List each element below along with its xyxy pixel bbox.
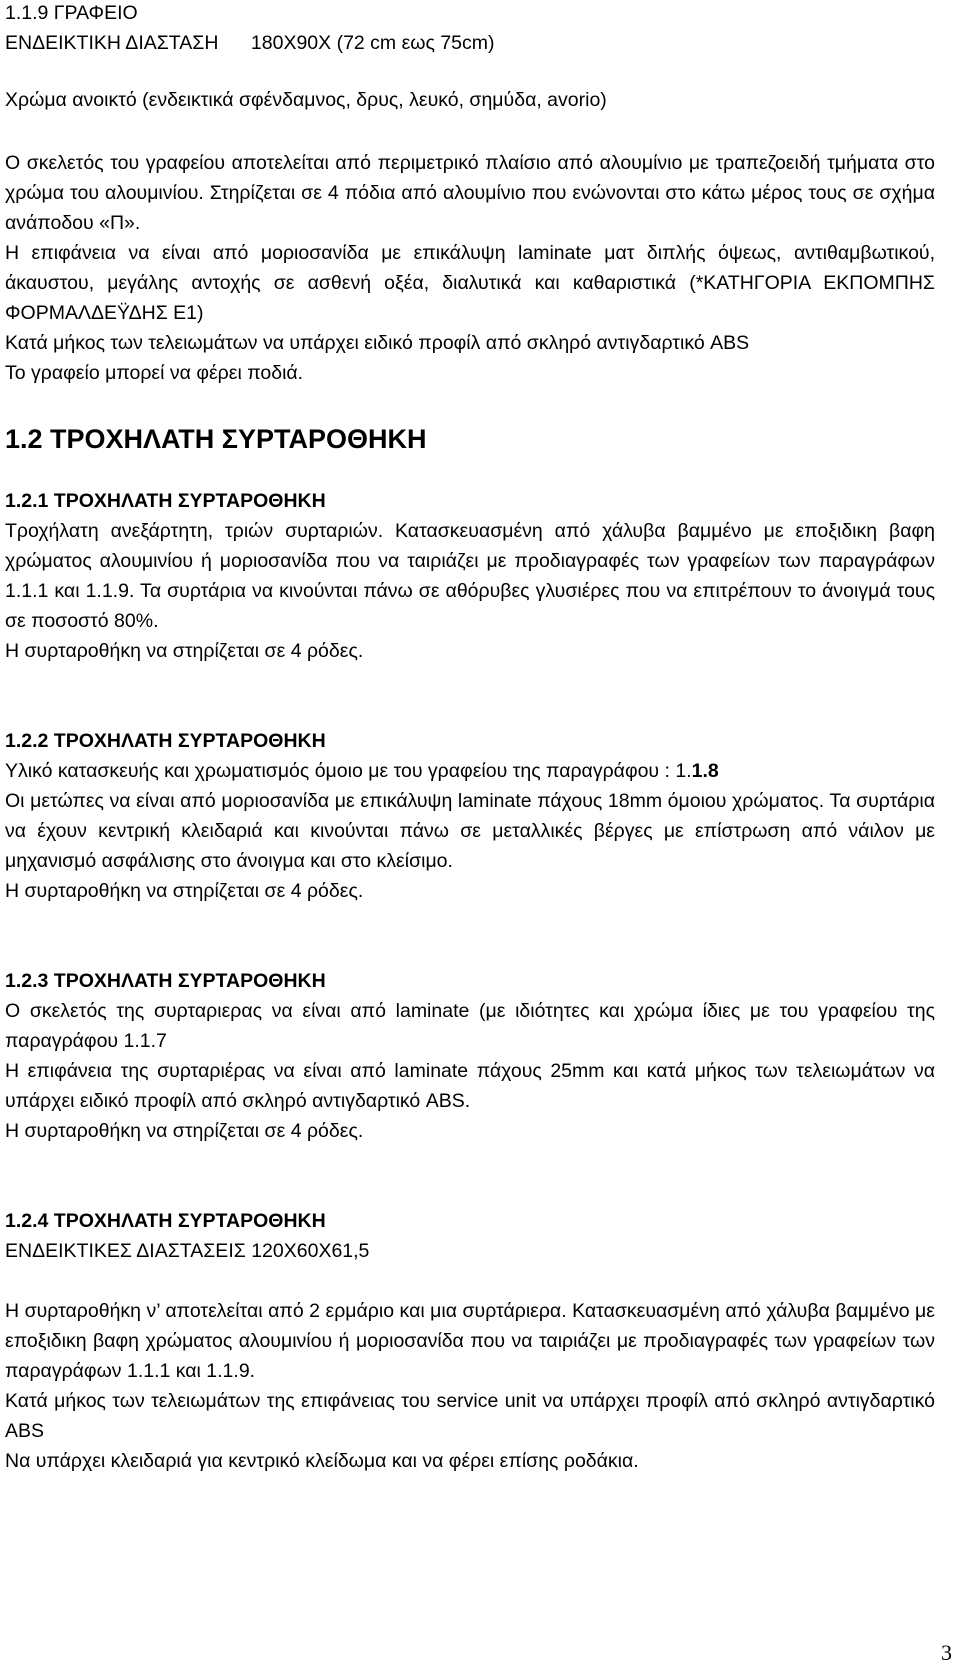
section-1-2-1-paragraph: Τροχήλατη ανεξάρτητη, τριών συρταριών. Κατασκευασμένη από χάλυβα βαμμένο με εποξιδικη βαφη χρώματος αλουμινίου ή μοριοσανίδα που να ταιριάζει με προδιαγραφές των γραφείων των παραγράφων 1.1.1 και 1.1.9. Τα συρτάρια να κινούνται πάνω σε αθόρυβες γλυσιέρες που να επιτρέπουν το άνοιγμά τους σε ποσοστό 80%.	[5, 520, 935, 632]
section-1-2-4-title: 1.2.4 ΤΡΟΧΗΛΑΤΗ ΣΥΡΤΑΡΟΘΗΚΗ	[5, 1210, 326, 1232]
section-1-1-9-title: 1.1.9 ΓΡΑΦΕΙΟ	[5, 2, 138, 24]
section-1-2-4-paragraph: Η συρταροθήκη ν’ αποτελείται από 2 ερμάριο και μια συρτάριερα. Κατασκευασμένη από χάλυβα βαμμένο με εποξιδικη βαφη χρώματος αλουμινίου ή μοριοσανίδα που να ταιριάζει με προδιαγραφές των γραφείων των παραγράφων 1.1.1 και 1.1.9.	[5, 1300, 935, 1382]
section-1-2-heading: 1.2 ΤΡΟΧΗΛΑΤΗ ΣΥΡΤΑΡΟΘΗΚΗ	[5, 424, 427, 454]
section-1-2-3-wheels: Η συρταροθήκη να στηρίζεται σε 4 ρόδες.	[5, 1120, 364, 1142]
section-1-2-3-surface-paragraph: Η επιφάνεια της συρταριέρας να είναι από laminate πάχους 25mm και κατά μήκος των τελειωμάτων να υπάρχει ειδικό προφίλ από σκληρό αντιγδαρτικό ABS.	[5, 1060, 935, 1112]
section-1-1-9-frame-paragraph: Ο σκελετός του γραφείου αποτελείται από περιμετρικό πλαίσιο από αλουμίνιο με τραπεζοειδή τμήματα στο χρώμα του αλουμινίου. Στηρίζεται σε 4 πόδια από αλουμίνιο που ενώνονται στο κάτω μέρος τους σε σχήμα ανάποδου «Π».	[5, 152, 935, 234]
section-1-2-2-paragraph: Οι μετώπες να είναι από μοριοσανίδα με επικάλυψη laminate πάχους 18mm όμοιου χρώματος. Τα συρτάρια να έχουν κεντρική κλειδαριά και κινούνται πάνω σε μεταλλικές βέργες με επίστρωση από νάιλον με μηχανισμό ασφάλισης στο άνοιγμα και στο κλείσιμο.	[5, 790, 935, 872]
document-page	[5, 0, 935, 1476]
section-1-2-3-title: 1.2.3 ΤΡΟΧΗΛΑΤΗ ΣΥΡΤΑΡΟΘΗΚΗ	[5, 970, 326, 992]
section-1-2-2-material-text: Υλικό κατασκευής και χρωματισμός όμοιο με του γραφείου της παραγράφου : 1.	[5, 760, 692, 782]
page-number: 3	[941, 1640, 952, 1665]
section-1-2-2-material-line	[5, 756, 935, 786]
section-1-2-2-paragraph-ref: 1.8	[691, 760, 719, 782]
section-1-2-2-wheels: Η συρταροθήκη να στηρίζεται σε 4 ρόδες.	[5, 880, 364, 902]
section-1-2-1-wheels: Η συρταροθήκη να στηρίζεται σε 4 ρόδες.	[5, 640, 364, 662]
section-1-2-3-frame-paragraph: Ο σκελετός της συρταριερας να είναι από laminate (με ιδιότητες και χρώμα ίδιες με του γραφείου της παραγράφου 1.1.7	[5, 1000, 935, 1052]
section-1-2-4-edging-paragraph: Κατά μήκος των τελειωμάτων της επιφάνειας του service unit να υπάρχει προφίλ από σκληρό αντιγδαρτικό ABS	[5, 1390, 935, 1442]
section-1-1-9-edging-paragraph: Κατά μήκος των τελειωμάτων να υπάρχει ειδικό προφίλ από σκληρό αντιγδαρτικό ABS	[5, 332, 750, 354]
section-1-1-9-surface-paragraph: Η επιφάνεια να είναι από μοριοσανίδα με επικάλυψη laminate ματ διπλής όψεως, αντιθαμβωτικού, άκαυστου, μεγάλης αντοχής σε ασθενή οξέα, διαλυτικά και καθαριστικά (*ΚΑΤΗΓΟΡΙΑ ΕΚΠΟΜΠΗΣ ΦΟΡΜΑΛΔΕΫΔΗΣ Ε1)	[5, 242, 935, 324]
section-1-1-9-dimensions: ΕΝΔΕΙΚΤΙΚΗ ΔΙΑΣΤΑΣΗ 180Χ90Χ (72 cm εως 75cm)	[5, 32, 495, 54]
section-1-2-4-dimensions: ΕΝΔΕΙΚΤΙΚΕΣ ΔΙΑΣΤΑΣΕΙΣ 120Χ60Χ61,5	[5, 1240, 370, 1262]
section-1-1-9-apron-paragraph: Το γραφείο μπορεί να φέρει ποδιά.	[5, 362, 304, 384]
section-1-1-9-color: Χρώμα ανοικτό (ενδεικτικά σφένδαμνος, δρυς, λευκό, σημύδα, avorio)	[5, 89, 607, 111]
section-1-2-4-lock-paragraph: Να υπάρχει κλειδαριά για κεντρικό κλείδωμα και να φέρει επίσης ροδάκια.	[5, 1450, 639, 1472]
section-1-2-1-title: 1.2.1 ΤΡΟΧΗΛΑΤΗ ΣΥΡΤΑΡΟΘΗΚΗ	[5, 490, 326, 512]
section-1-2-2-title: 1.2.2 ΤΡΟΧΗΛΑΤΗ ΣΥΡΤΑΡΟΘΗΚΗ	[5, 730, 326, 752]
